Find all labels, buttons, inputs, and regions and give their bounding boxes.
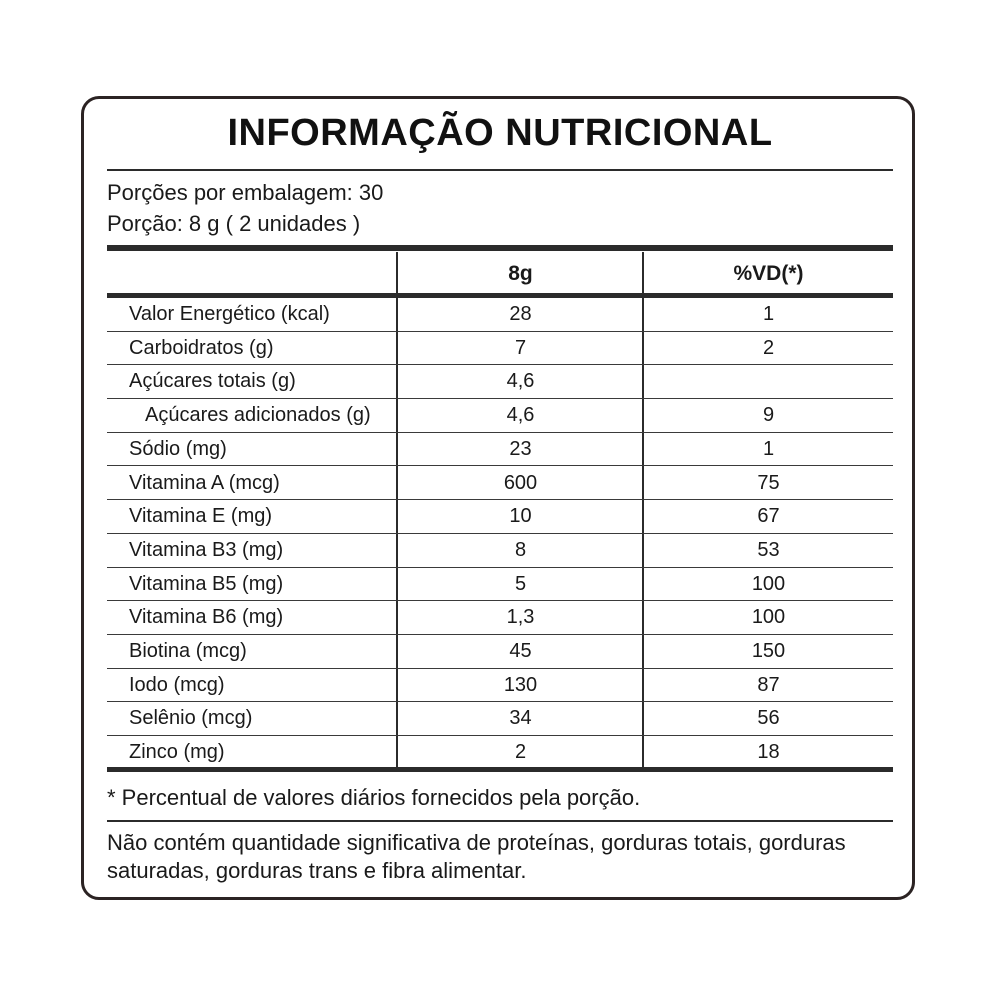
- nutrient-daily-value: 67: [757, 505, 780, 528]
- nutrient-amount: 45: [509, 640, 532, 662]
- footnote: * Percentual de valores diários fornecidos pela porção.: [107, 785, 641, 810]
- table-row: [107, 298, 893, 332]
- nutrient-daily-value: 100: [751, 606, 786, 629]
- nutrient-daily-value: 2: [762, 336, 775, 359]
- table-row: [107, 433, 893, 467]
- nutrient-amount: 4,6: [506, 370, 535, 393]
- nutrient-name: Açúcares totais (g): [129, 370, 296, 393]
- nutrient-amount: 34: [509, 707, 532, 730]
- table-row: [107, 635, 893, 669]
- table-row: [107, 332, 893, 366]
- nutrient-name: Sódio (mg): [129, 437, 227, 460]
- nutrient-name: Valor Energético (kcal): [129, 303, 330, 325]
- nutrient-amount: 5: [514, 572, 527, 595]
- nutrient-amount: 28: [509, 303, 532, 325]
- table-row: [107, 399, 893, 433]
- table-row: [107, 601, 893, 635]
- nutrient-amount: 1,3: [506, 606, 535, 629]
- nutrient-amount: 23: [509, 437, 532, 460]
- servings-per-package: Porções por embalagem: 30: [107, 180, 384, 205]
- nutrient-amount: 2: [514, 741, 527, 764]
- footnote-divider: [107, 820, 893, 822]
- header-serving: 8g: [508, 262, 533, 285]
- nutrient-amount: 7: [514, 336, 527, 359]
- nutrient-name: Zinco (mg): [129, 741, 225, 764]
- table-row: [107, 467, 893, 501]
- table-row: [107, 736, 893, 770]
- table-row: [107, 669, 893, 703]
- nutrient-name: Selênio (mcg): [129, 707, 253, 730]
- nutrient-name: Vitamina B5 (mg): [129, 572, 284, 595]
- nutrient-name: Vitamina B3 (mg): [129, 538, 284, 561]
- nutrient-daily-value: [644, 365, 893, 399]
- nutrient-name: Carboidratos (g): [129, 336, 274, 359]
- nutrient-name: Iodo (mcg): [129, 673, 225, 696]
- nutrient-amount: 130: [503, 673, 538, 696]
- serving-size: Porção: 8 g ( 2 unidades ): [107, 211, 361, 236]
- nutrient-daily-value: 1: [762, 437, 775, 460]
- nutrient-daily-value: 53: [757, 538, 780, 561]
- table-row: [107, 568, 893, 602]
- nutrient-name: Vitamina E (mg): [129, 505, 273, 528]
- title-divider: [107, 169, 893, 171]
- table-row: [107, 534, 893, 568]
- nutrient-daily-value: 150: [751, 640, 786, 662]
- thick-divider-bottom: [107, 767, 893, 772]
- nutrient-amount: 600: [503, 471, 538, 494]
- nutrient-daily-value: 1: [762, 303, 775, 325]
- nutrient-name: Vitamina A (mcg): [129, 471, 280, 494]
- nutrient-amount: 10: [509, 505, 532, 528]
- nutrient-daily-value: 18: [757, 741, 780, 764]
- nutrient-daily-value: 9: [762, 404, 775, 427]
- nutrient-daily-value: 75: [757, 471, 780, 494]
- nutrient-daily-value: 100: [751, 572, 786, 595]
- nutrient-daily-value: 56: [757, 707, 780, 730]
- table-row: [107, 500, 893, 534]
- nutrient-name: Biotina (mcg): [129, 640, 247, 662]
- header-daily-value: %VD(*): [733, 262, 804, 285]
- thick-divider-top: [107, 245, 893, 251]
- nutrient-daily-value: 87: [757, 673, 780, 696]
- table-row: [107, 365, 893, 399]
- page-title: INFORMAÇÃO NUTRICIONAL: [227, 112, 773, 154]
- nutrient-name: Vitamina B6 (mg): [129, 606, 284, 629]
- table-row: [107, 702, 893, 736]
- nutrient-amount: 4,6: [506, 404, 535, 427]
- nutrient-name: Açúcares adicionados (g): [145, 404, 371, 427]
- nutrient-amount: 8: [514, 538, 527, 561]
- disclaimer: Não contém quantidade significativa de proteínas, gorduras totais, gorduras saturadas, gorduras trans e fibra alimentar.: [107, 830, 846, 883]
